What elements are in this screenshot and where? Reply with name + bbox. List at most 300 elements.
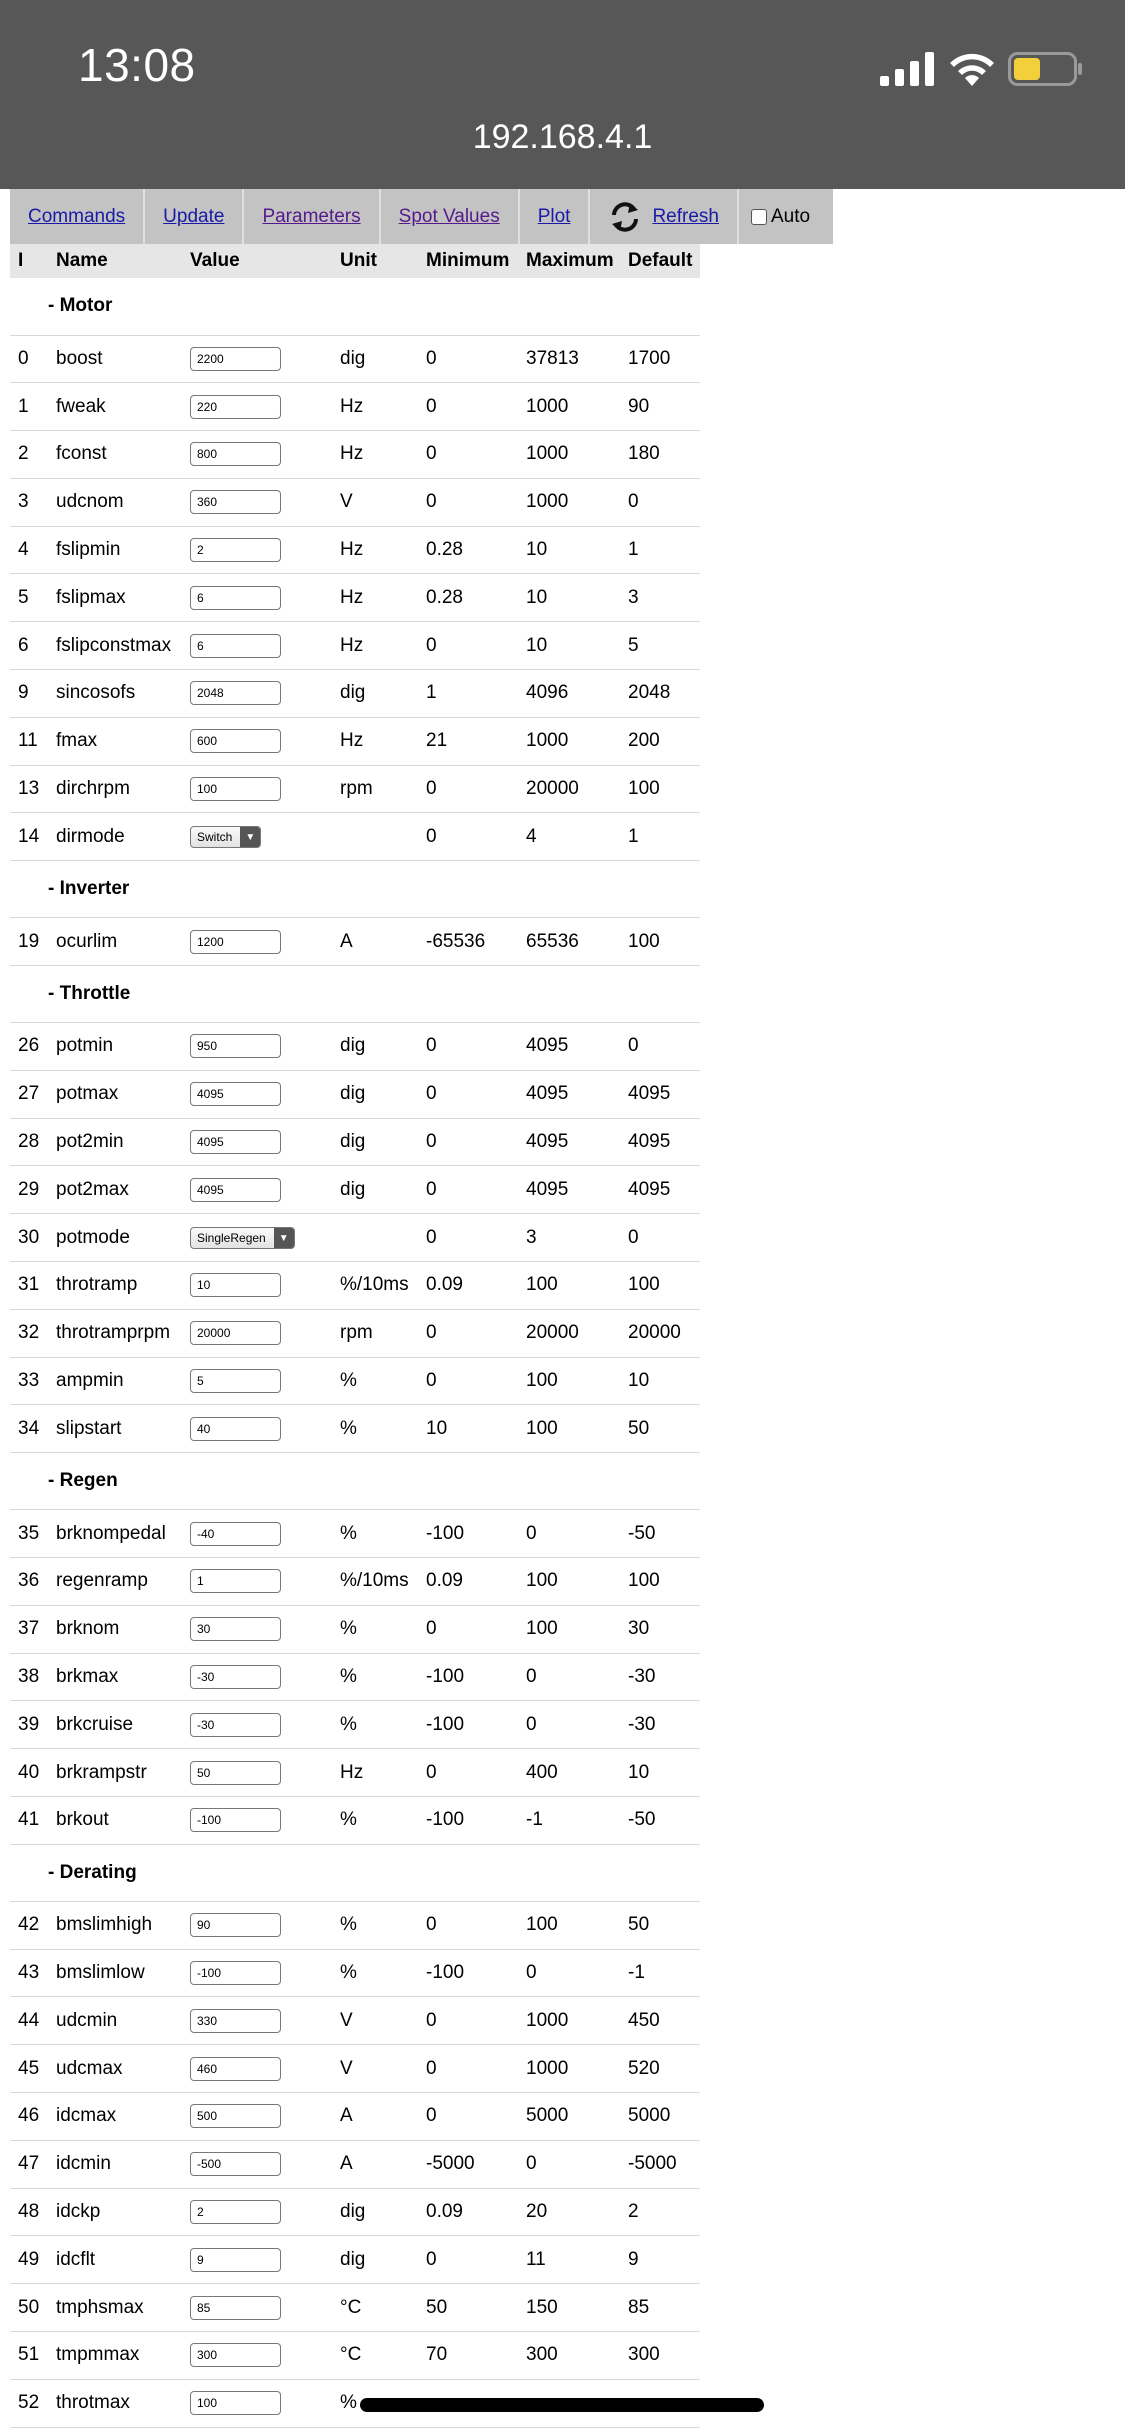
table-row	[10, 2045, 700, 2093]
param-default: -5000	[620, 2140, 700, 2188]
param-unit: A	[332, 918, 418, 966]
param-unit: Hz	[332, 526, 418, 574]
param-default: -30	[620, 1701, 700, 1749]
param-maximum: 1000	[518, 478, 620, 526]
param-value-input[interactable]	[190, 1961, 281, 1985]
param-value-cell	[182, 622, 332, 670]
nav-cell-parameters	[244, 189, 380, 244]
param-name: brknom	[48, 1605, 182, 1653]
param-unit: dig	[332, 1023, 418, 1071]
param-unit: %	[332, 1949, 418, 1997]
param-name: idcmin	[48, 2140, 182, 2188]
param-maximum: 1000	[518, 1997, 620, 2045]
param-value-cell	[182, 1949, 332, 1997]
param-index: 13	[10, 765, 48, 813]
param-unit: %	[332, 2379, 418, 2427]
param-value-select[interactable]	[190, 826, 261, 848]
param-value-cell	[182, 2140, 332, 2188]
param-index: 41	[10, 1797, 48, 1845]
param-value-input[interactable]	[190, 2248, 281, 2272]
group-header-row	[10, 1453, 700, 1510]
param-unit: Hz	[332, 622, 418, 670]
param-default: 0	[620, 478, 700, 526]
nav-cell-update	[145, 189, 244, 244]
param-name: fmax	[48, 717, 182, 765]
param-name: brkout	[48, 1797, 182, 1845]
param-value-cell	[182, 813, 332, 861]
table-row	[10, 2093, 700, 2141]
param-name: slipstart	[48, 1405, 182, 1453]
param-maximum: 10	[518, 622, 620, 670]
table-row	[10, 1070, 700, 1118]
nav-link-spot-values[interactable]: Spot Values	[398, 205, 500, 227]
param-unit: dig	[332, 1070, 418, 1118]
param-index: 44	[10, 1997, 48, 2045]
param-value-input[interactable]	[190, 930, 281, 954]
param-value-cell	[182, 1901, 332, 1949]
table-row	[10, 1214, 700, 1262]
param-maximum: 0	[518, 1510, 620, 1558]
param-value-input[interactable]	[190, 1369, 281, 1393]
battery-icon	[1008, 52, 1084, 86]
param-value-input[interactable]	[190, 2343, 281, 2367]
param-default: 4095	[620, 1118, 700, 1166]
param-name: idcflt	[48, 2236, 182, 2284]
table-row	[10, 765, 700, 813]
param-unit: dig	[332, 1166, 418, 1214]
param-default: 2	[620, 2188, 700, 2236]
param-unit: %	[332, 1357, 418, 1405]
param-value-input[interactable]	[190, 681, 281, 705]
param-default: 520	[620, 2045, 700, 2093]
param-value-input[interactable]	[190, 490, 281, 514]
param-maximum: 100	[518, 1405, 620, 1453]
param-name: ocurlim	[48, 918, 182, 966]
param-value-input[interactable]	[190, 2152, 281, 2176]
param-name: idckp	[48, 2188, 182, 2236]
param-index: 47	[10, 2140, 48, 2188]
param-value-input[interactable]	[190, 1913, 281, 1937]
param-index: 37	[10, 1605, 48, 1653]
param-index: 0	[10, 335, 48, 383]
param-unit: %	[332, 1701, 418, 1749]
param-minimum: 0	[418, 1023, 518, 1071]
param-minimum: -100	[418, 1510, 518, 1558]
param-maximum: 4095	[518, 1118, 620, 1166]
nav-cell-plot	[520, 189, 591, 244]
refresh-icon[interactable]	[608, 200, 642, 234]
param-name: fweak	[48, 383, 182, 431]
param-minimum: 0	[418, 1357, 518, 1405]
param-index: 2	[10, 431, 48, 479]
param-value-input[interactable]	[190, 1569, 281, 1593]
param-default: 300	[620, 2331, 700, 2379]
param-default: 5000	[620, 2093, 700, 2141]
param-unit: dig	[332, 335, 418, 383]
param-name: dirchrpm	[48, 765, 182, 813]
param-value-cell	[182, 670, 332, 718]
table-row	[10, 1023, 700, 1071]
param-unit: A	[332, 2093, 418, 2141]
status-time: 13:08	[78, 39, 196, 91]
param-unit: Hz	[332, 574, 418, 622]
param-value-cell	[182, 1309, 332, 1357]
param-value-cell	[182, 1262, 332, 1310]
param-value-cell	[182, 478, 332, 526]
nav-link-commands[interactable]: Commands	[28, 205, 126, 227]
param-value-cell	[182, 765, 332, 813]
param-maximum: 150	[518, 2284, 620, 2332]
param-default: -50	[620, 1510, 700, 1558]
param-name: potmax	[48, 1070, 182, 1118]
param-index: 42	[10, 1901, 48, 1949]
param-name: fconst	[48, 431, 182, 479]
param-index: 32	[10, 1309, 48, 1357]
table-row	[10, 1749, 700, 1797]
table-row	[10, 2188, 700, 2236]
param-default: 1700	[620, 335, 700, 383]
table-row	[10, 1949, 700, 1997]
param-maximum: 1000	[518, 383, 620, 431]
param-value-cell	[182, 2188, 332, 2236]
param-maximum: 100	[518, 1357, 620, 1405]
home-indicator	[360, 2398, 764, 2412]
param-maximum: -1	[518, 1797, 620, 1845]
param-minimum: 0	[418, 1070, 518, 1118]
table-row	[10, 526, 700, 574]
param-default: 30	[620, 1605, 700, 1653]
param-minimum: -100	[418, 1701, 518, 1749]
param-minimum: 0	[418, 765, 518, 813]
param-value-cell	[182, 2045, 332, 2093]
param-unit	[332, 1214, 418, 1262]
param-minimum: 0	[418, 383, 518, 431]
group-header-row	[10, 1844, 700, 1901]
param-unit: °C	[332, 2331, 418, 2379]
param-value-select[interactable]	[190, 1227, 295, 1249]
header-unit: Unit	[332, 244, 418, 278]
param-default: 1	[620, 813, 700, 861]
table-row	[10, 431, 700, 479]
top-navigation	[10, 189, 833, 244]
param-unit: Hz	[332, 717, 418, 765]
param-unit: %	[332, 1605, 418, 1653]
param-value-input[interactable]	[190, 1665, 281, 1689]
param-value-input[interactable]	[190, 586, 281, 610]
param-value-cell	[182, 1558, 332, 1606]
param-name: pot2min	[48, 1118, 182, 1166]
param-index: 36	[10, 1558, 48, 1606]
param-value-cell	[182, 2093, 332, 2141]
param-maximum: 100	[518, 1262, 620, 1310]
param-value-input[interactable]	[190, 1808, 281, 1832]
param-name: regenramp	[48, 1558, 182, 1606]
chevron-down-icon: ▼	[274, 1227, 294, 1249]
param-unit	[332, 813, 418, 861]
table-row	[10, 383, 700, 431]
param-value-input[interactable]	[190, 1082, 281, 1106]
param-value-cell	[182, 1118, 332, 1166]
param-name: pot2max	[48, 1166, 182, 1214]
param-minimum: 0	[418, 813, 518, 861]
param-default: 9	[620, 2236, 700, 2284]
param-value-input[interactable]	[190, 2057, 281, 2081]
param-default: 0	[620, 1214, 700, 1262]
param-value-input[interactable]	[190, 1522, 281, 1546]
group-header-row	[10, 966, 700, 1023]
param-value-input[interactable]	[190, 2391, 281, 2415]
param-name: idcmax	[48, 2093, 182, 2141]
param-maximum: 20	[518, 2188, 620, 2236]
param-default: -30	[620, 1653, 700, 1701]
param-default: 100	[620, 1558, 700, 1606]
param-maximum: 20000	[518, 1309, 620, 1357]
param-minimum: 0	[418, 1749, 518, 1797]
param-value-input[interactable]	[190, 1034, 281, 1058]
group-label: - Regen	[10, 1453, 700, 1510]
wifi-icon	[948, 50, 996, 88]
param-default: 200	[620, 717, 700, 765]
param-index: 48	[10, 2188, 48, 2236]
param-minimum: 0.28	[418, 526, 518, 574]
param-minimum: -5000	[418, 2140, 518, 2188]
table-row	[10, 2236, 700, 2284]
nav-link-parameters[interactable]: Parameters	[262, 205, 361, 227]
param-value-cell	[182, 383, 332, 431]
header-name: Name	[48, 244, 182, 278]
param-value-input[interactable]	[190, 2296, 281, 2320]
group-header-row	[10, 861, 700, 918]
param-name: tmphsmax	[48, 2284, 182, 2332]
nav-link-refresh[interactable]: Refresh	[652, 205, 719, 227]
auto-toggle[interactable]	[739, 189, 822, 244]
param-unit: dig	[332, 670, 418, 718]
param-value-cell	[182, 526, 332, 574]
param-value-input[interactable]	[190, 538, 281, 562]
param-minimum: 0.28	[418, 574, 518, 622]
param-maximum: 65536	[518, 918, 620, 966]
param-default: -50	[620, 1797, 700, 1845]
parameters-table	[10, 244, 700, 2428]
param-maximum: 37813	[518, 335, 620, 383]
param-name: throtramprpm	[48, 1309, 182, 1357]
param-index: 46	[10, 2093, 48, 2141]
param-value-cell	[182, 1653, 332, 1701]
param-minimum: 0	[418, 622, 518, 670]
param-value-input[interactable]	[190, 2009, 281, 2033]
param-unit: %	[332, 1405, 418, 1453]
param-minimum: 10	[418, 1405, 518, 1453]
param-value-input[interactable]	[190, 1321, 281, 1345]
param-maximum: 1000	[518, 431, 620, 479]
param-name: bmslimlow	[48, 1949, 182, 1997]
table-row	[10, 1166, 700, 1214]
select-value: Switch	[197, 830, 233, 845]
param-value-input[interactable]	[190, 1761, 281, 1785]
header-minimum: Minimum	[418, 244, 518, 278]
param-default: 4095	[620, 1070, 700, 1118]
param-value-cell	[182, 431, 332, 479]
param-value-cell	[182, 1510, 332, 1558]
param-value-input[interactable]	[190, 1417, 281, 1441]
table-row	[10, 717, 700, 765]
param-name: boost	[48, 335, 182, 383]
param-value-input[interactable]	[190, 1130, 281, 1154]
param-unit: Hz	[332, 431, 418, 479]
table-row	[10, 574, 700, 622]
param-maximum: 1000	[518, 717, 620, 765]
param-name: bmslimhigh	[48, 1901, 182, 1949]
table-row	[10, 478, 700, 526]
table-row	[10, 918, 700, 966]
param-value-input[interactable]	[190, 442, 281, 466]
param-value-input[interactable]	[190, 347, 281, 371]
table-row	[10, 1605, 700, 1653]
param-value-cell	[182, 717, 332, 765]
param-value-input[interactable]	[190, 1178, 281, 1202]
param-default: -1	[620, 1949, 700, 1997]
param-maximum: 0	[518, 1949, 620, 1997]
param-value-cell	[182, 335, 332, 383]
cellular-signal-icon	[880, 52, 936, 86]
param-value-input[interactable]	[190, 1713, 281, 1737]
param-index: 26	[10, 1023, 48, 1071]
param-unit: %	[332, 1653, 418, 1701]
param-minimum: 0	[418, 2236, 518, 2284]
header-value: Value	[182, 244, 332, 278]
header-maximum: Maximum	[518, 244, 620, 278]
param-maximum: 100	[518, 1901, 620, 1949]
param-unit: dig	[332, 2188, 418, 2236]
auto-label: Auto	[770, 205, 811, 227]
param-minimum: 0	[418, 431, 518, 479]
param-name: brkmax	[48, 1653, 182, 1701]
param-value-cell	[182, 1701, 332, 1749]
param-minimum: 0	[418, 1118, 518, 1166]
param-name: udcnom	[48, 478, 182, 526]
param-default: 10	[620, 1749, 700, 1797]
param-maximum: 4095	[518, 1070, 620, 1118]
param-index: 39	[10, 1701, 48, 1749]
param-maximum: 100	[518, 1558, 620, 1606]
param-value-input[interactable]	[190, 2104, 281, 2128]
param-name: brkrampstr	[48, 1749, 182, 1797]
param-minimum: 0	[418, 1166, 518, 1214]
param-value-input[interactable]	[190, 729, 281, 753]
table-row	[10, 622, 700, 670]
table-row	[10, 2331, 700, 2379]
table-row	[10, 1262, 700, 1310]
param-index: 29	[10, 1166, 48, 1214]
param-value-cell	[182, 1023, 332, 1071]
param-value-input[interactable]	[190, 1273, 281, 1297]
param-value-cell	[182, 1797, 332, 1845]
param-minimum: 0.09	[418, 1262, 518, 1310]
param-minimum: 0	[418, 1309, 518, 1357]
param-value-cell	[182, 918, 332, 966]
table-row	[10, 1797, 700, 1845]
param-index: 9	[10, 670, 48, 718]
param-index: 40	[10, 1749, 48, 1797]
param-index: 49	[10, 2236, 48, 2284]
param-minimum: -100	[418, 1653, 518, 1701]
param-index: 19	[10, 918, 48, 966]
param-index: 6	[10, 622, 48, 670]
param-name: fslipmax	[48, 574, 182, 622]
param-index: 14	[10, 813, 48, 861]
param-value-input[interactable]	[190, 395, 281, 419]
param-minimum: 0	[418, 1997, 518, 2045]
param-value-cell	[182, 2331, 332, 2379]
table-row	[10, 2140, 700, 2188]
param-value-input[interactable]	[190, 2200, 281, 2224]
param-value-cell	[182, 2379, 332, 2427]
param-index: 50	[10, 2284, 48, 2332]
param-name: fslipmin	[48, 526, 182, 574]
param-value-cell	[182, 2236, 332, 2284]
param-unit: %/10ms	[332, 1262, 418, 1310]
nav-link-update[interactable]: Update	[163, 205, 225, 227]
param-value-cell	[182, 1749, 332, 1797]
param-unit: °C	[332, 2284, 418, 2332]
param-minimum: 70	[418, 2331, 518, 2379]
param-minimum: 0	[418, 335, 518, 383]
param-default: 50	[620, 1405, 700, 1453]
param-name: brkcruise	[48, 1701, 182, 1749]
param-value-cell	[182, 1997, 332, 2045]
param-index: 3	[10, 478, 48, 526]
param-value-cell	[182, 574, 332, 622]
param-name: fslipconstmax	[48, 622, 182, 670]
table-row	[10, 1701, 700, 1749]
page-url: 192.168.4.1	[472, 118, 653, 156]
param-index: 38	[10, 1653, 48, 1701]
param-name: potmode	[48, 1214, 182, 1262]
param-default: 2048	[620, 670, 700, 718]
nav-link-plot[interactable]: Plot	[537, 205, 571, 227]
auto-checkbox[interactable]	[751, 209, 767, 225]
param-index: 35	[10, 1510, 48, 1558]
param-maximum: 100	[518, 1605, 620, 1653]
table-row	[10, 1357, 700, 1405]
param-index: 33	[10, 1357, 48, 1405]
param-minimum: 50	[418, 2284, 518, 2332]
param-value-cell	[182, 1357, 332, 1405]
param-maximum: 0	[518, 1701, 620, 1749]
param-name: tmpmmax	[48, 2331, 182, 2379]
param-name: sincosofs	[48, 670, 182, 718]
param-name: brknompedal	[48, 1510, 182, 1558]
param-value-cell	[182, 1405, 332, 1453]
param-minimum: 0	[418, 1214, 518, 1262]
param-index: 4	[10, 526, 48, 574]
nav-cell-spot-values	[381, 189, 520, 244]
param-default: 180	[620, 431, 700, 479]
group-header-row	[10, 278, 700, 335]
param-minimum: 21	[418, 717, 518, 765]
param-default: 100	[620, 1262, 700, 1310]
param-maximum: 3	[518, 1214, 620, 1262]
param-default: 4095	[620, 1166, 700, 1214]
param-value-cell	[182, 1214, 332, 1262]
param-value-input[interactable]	[190, 634, 281, 658]
param-value-input[interactable]	[190, 777, 281, 801]
param-minimum: 0	[418, 1605, 518, 1653]
param-minimum: 0	[418, 478, 518, 526]
param-default: 0	[620, 1023, 700, 1071]
param-unit: dig	[332, 1118, 418, 1166]
param-value-input[interactable]	[190, 1617, 281, 1641]
